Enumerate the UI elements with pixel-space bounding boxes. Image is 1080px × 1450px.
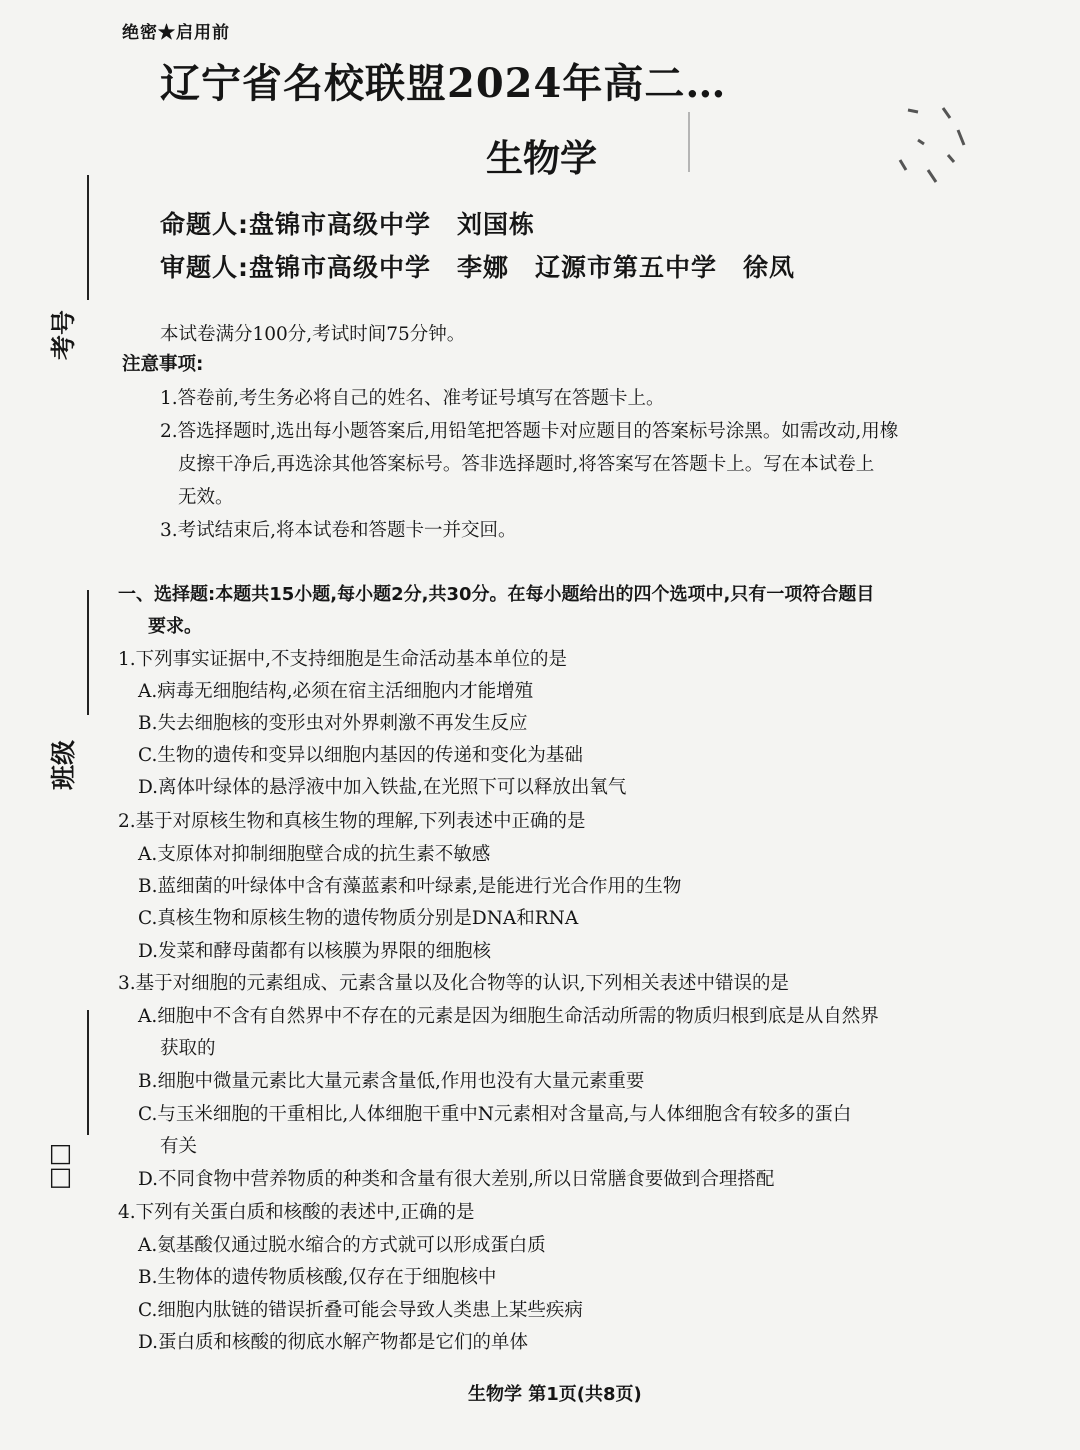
reviewer-name-2: 徐凤 [743, 253, 796, 282]
name-line [87, 1010, 89, 1135]
scan-line [688, 112, 690, 172]
option: C.细胞内肽链的错误折叠可能会导致人类患上某些疾病 [138, 1300, 583, 1321]
option: D.蛋白质和核酸的彻底水解产物都是它们的单体 [138, 1332, 529, 1353]
notice-line: 皮擦干净后,再选涂其他答案标号。答非选择题时,将答案写在答题卡上。写在本试卷上 [178, 454, 875, 475]
setter-school: 命题人:盘锦市高级中学 [160, 210, 431, 239]
reviewer-line [160, 248, 821, 284]
section-heading: 一、选择题:本题共15小题,每小题2分,共30分。在每小题给出的四个选项中,只有一项符合题目 [118, 584, 875, 605]
question-stem: 4.下列有关蛋白质和核酸的表述中,正确的是 [118, 1202, 475, 1223]
exam-title: 辽宁省名校联盟2024年高二… [160, 60, 727, 107]
exam-number-label: 考号 [49, 309, 78, 360]
option: D.离体叶绿体的悬浮液中加入铁盐,在光照下可以释放出氧气 [138, 777, 627, 798]
subject-title: 生物学 [486, 137, 597, 180]
class-label: 班级 [49, 739, 78, 790]
notice-line: 无效。 [178, 487, 234, 508]
option: B.生物体的遗传物质核酸,仅存在于细胞核中 [138, 1267, 497, 1288]
option: C.真核生物和原核生物的遗传物质分别是DNA和RNA [138, 908, 579, 929]
setter-name: 刘国栋 [457, 210, 536, 239]
option-cont: 有关 [160, 1136, 198, 1157]
option: D.不同食物中营养物质的种类和含量有很大差别,所以日常膳食要做到合理搭配 [138, 1169, 775, 1190]
notice-line: 2.答选择题时,选出每小题答案后,用铅笔把答题卡对应题目的答案标号涂黑。如需改动,用橡 [160, 421, 899, 442]
option: D.发菜和酵母菌都有以核膜为界限的细胞核 [138, 941, 492, 962]
scan-smudge [888, 100, 978, 195]
option: A.病毒无细胞结构,必须在宿主活细胞内才能增殖 [138, 681, 534, 702]
reviewer-name-1: 李娜 [457, 253, 510, 282]
name-label-partial: □□ [44, 1142, 73, 1190]
option: A.细胞中不含有自然界中不存在的元素是因为细胞生命活动所需的物质归根到底是从自然界 [138, 1006, 879, 1027]
score-time: 本试卷满分100分,考试时间75分钟。 [160, 324, 466, 345]
setter-line [160, 205, 561, 241]
option: B.失去细胞核的变形虫对外界刺激不再发生反应 [138, 713, 528, 734]
notice-title: 注意事项: [122, 354, 204, 375]
option-cont: 获取的 [160, 1038, 216, 1059]
option: A.支原体对抑制细胞壁合成的抗生素不敏感 [138, 844, 491, 865]
reviewer-school-2: 辽源市第五中学 [535, 253, 718, 282]
section-heading-cont: 要求。 [148, 616, 202, 637]
option: C.与玉米细胞的干重相比,人体细胞干重中N元素相对含量高,与人体细胞含有较多的蛋白 [138, 1104, 852, 1125]
question-stem: 3.基于对细胞的元素组成、元素含量以及化合物等的认识,下列相关表述中错误的是 [118, 973, 790, 994]
notice-line: 3.考试结束后,将本试卷和答题卡一并交回。 [160, 520, 517, 541]
question-stem: 2.基于对原核生物和真核生物的理解,下列表述中正确的是 [118, 811, 586, 832]
reviewer-school-1: 审题人:盘锦市高级中学 [160, 253, 431, 282]
confidential-label: 绝密★启用前 [122, 23, 230, 43]
option: C.生物的遗传和变异以细胞内基因的传递和变化为基础 [138, 745, 583, 766]
option: A.氨基酸仅通过脱水缩合的方式就可以形成蛋白质 [138, 1235, 546, 1256]
exam-number-line [87, 175, 89, 300]
class-line [87, 590, 89, 715]
question-stem: 1.下列事实证据中,不支持细胞是生命活动基本单位的是 [118, 649, 568, 670]
notice-line: 1.答卷前,考生务必将自己的姓名、准考证号填写在答题卡上。 [160, 388, 665, 409]
option: B.蓝细菌的叶绿体中含有藻蓝素和叶绿素,是能进行光合作用的生物 [138, 876, 682, 897]
option: B.细胞中微量元素比大量元素含量低,作用也没有大量元素重要 [138, 1071, 645, 1092]
page-footer: 生物学 第1页(共8页) [468, 1384, 642, 1405]
